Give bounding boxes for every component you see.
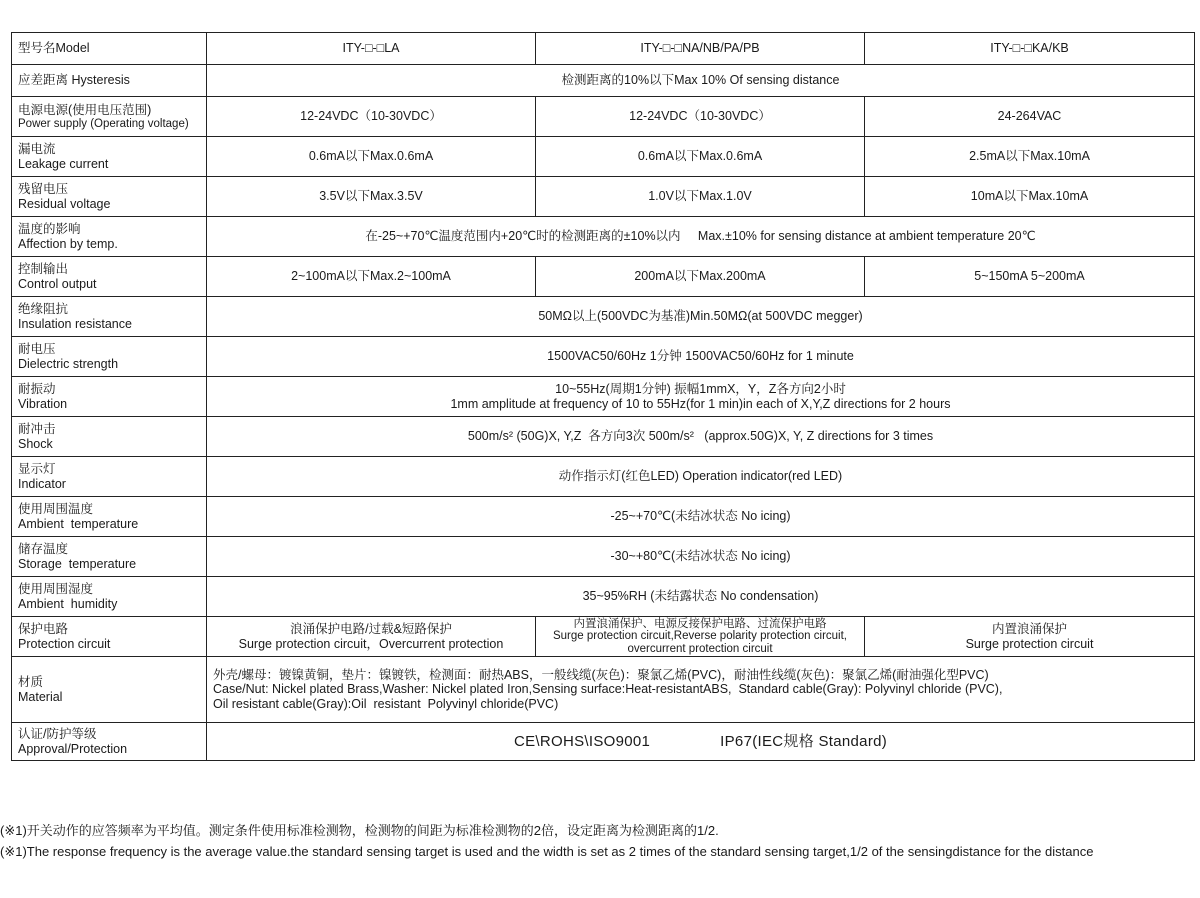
storage-temp-row [12, 537, 1195, 577]
approval-label: 认证/防护等级 Approval/Protection [12, 723, 207, 761]
protection-col-3: 内置浪涌保护 Surge protection circuit [865, 617, 1195, 657]
ambient-temp-row [12, 497, 1195, 537]
footnote-cn: (※1)开关动作的应答频率为平均值。测定条件使用标准检测物，检测物的间距为标准检测物的2倍，设定距离为检测距离的1/2. [0, 823, 719, 838]
storage-temp-label: 储存温度 Storage temperature [12, 537, 207, 577]
model-col-3: ITY-□-□KA/KB [865, 33, 1195, 65]
leakage-col-2: 0.6mA以下Max.0.6mA [536, 137, 865, 177]
control-col-3: 5~150mA 5~200mA [865, 257, 1195, 297]
residual-col-3: 10mA以下Max.10mA [865, 177, 1195, 217]
insulation-row [12, 297, 1195, 337]
vibration-row [12, 377, 1195, 417]
residual-col-2: 1.0V以下Max.1.0V [536, 177, 865, 217]
protection-col-1: 浪涌保护电路/过载&短路保护 Surge protection circuit，Overcurrent protection [207, 617, 536, 657]
protection-label: 保护电路 Protection circuit [12, 617, 207, 657]
footnotes [0, 820, 1200, 862]
footnote-en: (※1)The response frequency is the average value.the standard sensing target is used and the width is set as 2 times of the standard sensing target,1/2 of the sensingdistance for the distance [0, 844, 1094, 859]
approval-row [12, 723, 1195, 761]
ip-rating-text: IP67(IEC规格 Standard) [720, 732, 888, 750]
power-col-3: 24-264VAC [865, 97, 1195, 137]
material-row [12, 657, 1195, 723]
hysteresis-row [12, 65, 1195, 97]
dielectric-value: 1500VAC50/60Hz 1分钟 1500VAC50/60Hz for 1 minute [207, 337, 1195, 377]
humidity-value: 35~95%RH (未结露状态 No condensation) [207, 577, 1195, 617]
ambient-temp-value: -25~+70℃(未结冰状态 No icing) [207, 497, 1195, 537]
control-row [12, 257, 1195, 297]
insulation-label: 绝缘阻抗 Insulation resistance [12, 297, 207, 337]
vibration-value: 10~55Hz(周期1分钟) 振幅1mmX，Y，Z各方向2小时 1mm amplitude at frequency of 10 to 55Hz(for 1 min)in each of X,Y,Z directions for 2 hours [207, 377, 1195, 417]
humidity-label: 使用周围湿度 Ambient humidity [12, 577, 207, 617]
shock-row [12, 417, 1195, 457]
protection-col-2: 内置浪涌保护、电源反接保护电路、过流保护电路 Surge protection circuit,Reverse polarity protection circuit, overcurrent protection circuit [536, 617, 865, 657]
hysteresis-label: 应差距离 Hysteresis [12, 65, 207, 97]
indicator-value: 动作指示灯(红色LED) Operation indicator(red LED) [207, 457, 1195, 497]
power-col-1: 12-24VDC（10-30VDC） [207, 97, 536, 137]
shock-value: 500m/s² (50G)X, Y,Z 各方向3次 500m/s² (approx.50G)X, Y, Z directions for 3 times [207, 417, 1195, 457]
dielectric-label: 耐电压 Dielectric strength [12, 337, 207, 377]
model-col-2: ITY-□-□NA/NB/PA/PB [536, 33, 865, 65]
humidity-row [12, 577, 1195, 617]
power-col-2: 12-24VDC（10-30VDC） [536, 97, 865, 137]
shock-label: 耐冲击 Shock [12, 417, 207, 457]
residual-row [12, 177, 1195, 217]
hysteresis-value: 检测距离的10%以下Max 10% Of sensing distance [207, 65, 1195, 97]
leakage-label: 漏电流 Leakage current [12, 137, 207, 177]
control-col-2: 200mA以下Max.200mA [536, 257, 865, 297]
temp-effect-label: 温度的影响 Affection by temp. [12, 217, 207, 257]
power-row [12, 97, 1195, 137]
model-col-1: ITY-□-□LA [207, 33, 536, 65]
storage-temp-value: -30~+80℃(未结冰状态 No icing) [207, 537, 1195, 577]
model-label: 型号名Model [12, 33, 207, 65]
header-row [12, 33, 1195, 65]
material-label: 材质 Material [12, 657, 207, 723]
indicator-row [12, 457, 1195, 497]
material-value: 外壳/螺母：镀镍黄铜，垫片：镍镀铁，检测面：耐热ABS，一般线缆(灰色)：聚氯乙烯(PVC)，耐油性线缆(灰色)：聚氯乙烯(耐油强化型PVC) Case/Nut: Nickel plated Brass,Washer: Nickel plated Iron,Sensing surface:Heat-resistantABS, Standard cable(Gray): Polyvinyl chloride (PVC), Oil resistant cable(Gray):Oil resistant Polyvinyl chloride(PVC) [207, 657, 1195, 723]
indicator-label: 显示灯 Indicator [12, 457, 207, 497]
control-col-1: 2~100mA以下Max.2~100mA [207, 257, 536, 297]
leakage-col-1: 0.6mA以下Max.0.6mA [207, 137, 536, 177]
power-label: 电源电源(使用电压范围) Power supply (Operating voltage) [12, 97, 207, 137]
residual-col-1: 3.5V以下Max.3.5V [207, 177, 536, 217]
leakage-row [12, 137, 1195, 177]
temp-effect-value: 在-25~+70℃温度范围内+20℃时的检测距离的±10%以内 Max.±10% for sensing distance at ambient temperature 20℃ [207, 217, 1195, 257]
ambient-temp-label: 使用周围温度 Ambient temperature [12, 497, 207, 537]
insulation-value: 50MΩ以上(500VDC为基准)Min.50MΩ(at 500VDC megger) [207, 297, 1195, 337]
spec-table [11, 32, 1195, 761]
certification-text: CE\ROHS\ISO9001 [513, 732, 651, 750]
dielectric-row [12, 337, 1195, 377]
residual-label: 残留电压 Residual voltage [12, 177, 207, 217]
temp-effect-row [12, 217, 1195, 257]
approval-value [207, 723, 1195, 761]
control-label: 控制输出 Control output [12, 257, 207, 297]
leakage-col-3: 2.5mA以下Max.10mA [865, 137, 1195, 177]
vibration-label: 耐振动 Vibration [12, 377, 207, 417]
protection-row [12, 617, 1195, 657]
